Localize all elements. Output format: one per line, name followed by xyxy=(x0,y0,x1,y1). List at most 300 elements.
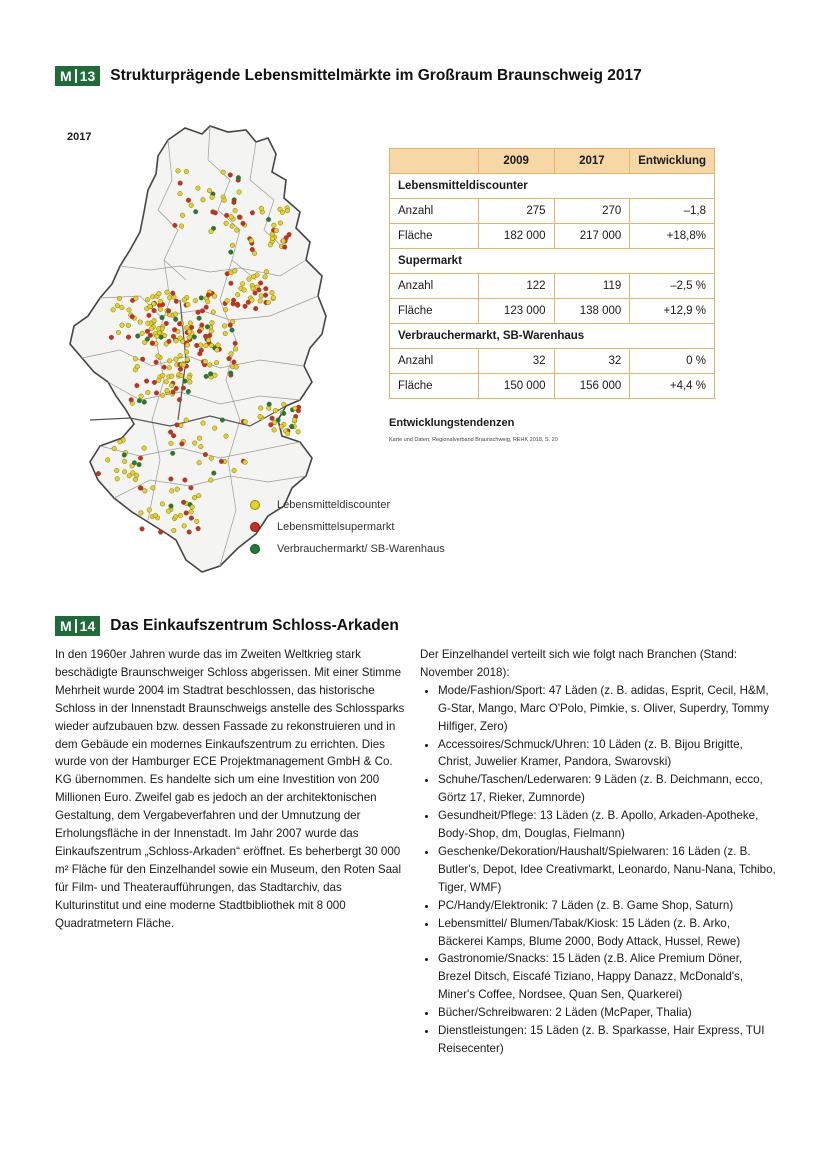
cell-2017: 119 xyxy=(554,274,630,299)
store-marker xyxy=(178,353,183,358)
store-marker xyxy=(263,293,268,298)
table-row xyxy=(390,274,715,299)
header-entwicklung: Entwicklung xyxy=(630,149,715,174)
store-marker xyxy=(258,406,263,411)
store-marker xyxy=(135,334,140,339)
group-label: Lebensmitteldiscounter xyxy=(390,174,715,199)
store-marker xyxy=(167,339,172,344)
store-marker xyxy=(135,364,140,369)
table-row xyxy=(390,349,715,374)
store-marker xyxy=(168,430,173,435)
store-marker xyxy=(258,299,263,304)
cell-2017: 32 xyxy=(554,349,630,374)
store-marker xyxy=(187,330,192,335)
store-marker xyxy=(129,398,134,403)
store-marker xyxy=(135,383,140,388)
store-marker xyxy=(185,357,190,362)
store-marker xyxy=(281,239,286,244)
cell-2009: 32 xyxy=(478,349,554,374)
store-marker xyxy=(139,486,144,491)
header-2017: 2017 xyxy=(554,149,630,174)
store-marker xyxy=(192,441,197,446)
store-marker xyxy=(175,487,180,492)
store-marker xyxy=(170,374,175,379)
store-marker xyxy=(219,459,224,464)
source-note: Karte und Daten: Regionalverband Braunschweig, REHK 2018, S. 20 xyxy=(389,437,558,443)
store-marker xyxy=(263,275,268,280)
store-marker xyxy=(120,305,125,310)
store-marker xyxy=(268,243,273,248)
store-marker xyxy=(235,292,240,297)
cell-development: –2,5 % xyxy=(630,274,715,299)
store-marker xyxy=(157,291,162,296)
legend-item xyxy=(250,538,445,560)
store-marker xyxy=(137,398,142,403)
store-marker xyxy=(200,323,205,328)
store-marker xyxy=(189,486,194,491)
store-marker xyxy=(241,221,246,226)
store-marker xyxy=(189,325,194,330)
store-marker xyxy=(242,288,247,293)
row-label: Fläche xyxy=(390,224,479,249)
store-marker xyxy=(155,334,160,339)
store-marker xyxy=(212,426,217,431)
store-marker xyxy=(167,313,172,318)
store-marker xyxy=(199,444,204,449)
store-marker xyxy=(122,459,127,464)
cell-development: –1,8 xyxy=(630,199,715,224)
store-marker xyxy=(197,329,202,334)
store-marker xyxy=(166,309,171,314)
store-marker xyxy=(207,188,212,193)
list-item: • Gesundheit/Pflege: 13 Läden (z. B. Apollo, Arkaden-Apotheke, Body-Shop, dm, Douglas, Fielmann) xyxy=(438,807,778,843)
store-marker xyxy=(278,221,283,226)
store-marker xyxy=(213,211,218,216)
table-row xyxy=(390,224,715,249)
store-marker xyxy=(230,243,235,248)
store-marker xyxy=(215,348,220,353)
store-marker xyxy=(224,221,229,226)
store-marker xyxy=(233,208,238,213)
store-marker xyxy=(174,339,179,344)
store-marker xyxy=(234,365,239,370)
store-marker xyxy=(230,224,235,229)
store-marker xyxy=(134,296,139,301)
store-marker xyxy=(182,298,187,303)
store-marker xyxy=(212,294,217,299)
store-marker xyxy=(169,477,174,482)
store-marker xyxy=(296,408,301,413)
store-marker xyxy=(178,513,183,518)
store-marker xyxy=(148,304,153,309)
store-marker xyxy=(133,477,138,482)
cell-development: +4,4 % xyxy=(630,374,715,399)
m14-body-text: In den 1960er Jahren wurde das im Zweiten Weltkrieg stark beschädigte Braunschweiger Schloss abgerissen. Mit einer Stimme Mehrheit wurde 2004 im Stadtrat beschlossen, das historische Schloss in der Innenstadt Braunschweigs anstelle des Schlossparks wieder aufzubauen bzw. dessen Fassade zu rekonstruieren und in dem Gebäude ein modernes Einkaufszentrum zu errichten. Dies wurde von der Hamburger ECE Projektmanagement GmbH & Co. KG übernommen. Es handelte sich um eine Investition von 200 Millionen Euro. Zweifel gab es jedoch an der architektonischen Gestaltung, dem Vergabeverfahren und der Umnutzung der Erholungsfläche in der Innenstadt. Im Jahr 2007 wurde das Einkaufszentrum „Schloss-Arkaden“ eröffnet. Es beherbergt 30 000 m² Fläche für den Einzelhandel sowie ein Museum, den Roten Saal für Film- und Theateraufführungen, das Stadtarchiv, das Kulturinstitut und eine moderne Stadtbibliothek mit 8 000 Quadratmetern Fläche. xyxy=(55,648,405,930)
store-marker xyxy=(243,420,248,425)
list-item: • Accessoires/Schmuck/Uhren: 10 Läden (z. B. Bijou Brigitte, Christ, Juwelier Kramer, Pandora, Swarovski) xyxy=(438,736,778,772)
store-marker xyxy=(206,293,211,298)
legend-item xyxy=(250,516,445,538)
store-marker xyxy=(173,317,178,322)
row-label: Anzahl xyxy=(390,199,479,224)
list-item: • Lebensmittel/ Blumen/Tabak/Kiosk: 15 Läden (z. B. Arko, Bäckerei Kamps, Blume 2000, Body Attack, Hussel, Rewe) xyxy=(438,915,778,951)
store-marker xyxy=(156,327,161,332)
store-marker xyxy=(229,281,234,286)
store-marker xyxy=(212,471,217,476)
store-marker xyxy=(237,190,242,195)
list-item: • Geschenke/Dekoration/Haushalt/Spielwaren: 16 Läden (z. B. Butler's, Depot, Idee Creativmarkt, Leonardo, Nanu-Nana, Tchibo, Tiger, WMF) xyxy=(438,843,778,897)
store-marker xyxy=(204,343,209,348)
store-marker xyxy=(198,351,203,356)
store-marker xyxy=(235,303,240,308)
store-marker xyxy=(126,335,131,340)
store-marker xyxy=(233,347,238,352)
store-marker xyxy=(253,291,258,296)
store-marker xyxy=(232,200,237,205)
m13-badge-number: 13 xyxy=(79,68,96,84)
store-marker xyxy=(187,530,192,535)
store-marker xyxy=(269,423,274,428)
store-marker xyxy=(223,307,228,312)
store-marker xyxy=(109,335,114,340)
store-marker xyxy=(229,352,234,357)
row-label: Fläche xyxy=(390,374,479,399)
cell-2009: 275 xyxy=(478,199,554,224)
store-marker xyxy=(183,478,188,483)
legend-label: Lebensmitteldiscounter xyxy=(277,499,391,511)
legend-dot-icon xyxy=(250,500,260,510)
store-marker xyxy=(194,519,199,524)
store-marker xyxy=(197,316,202,321)
store-marker xyxy=(279,424,284,429)
table-group-row xyxy=(390,174,715,199)
m13-badge xyxy=(55,66,100,86)
store-marker xyxy=(197,460,202,465)
store-marker xyxy=(282,402,287,407)
header-blank xyxy=(390,149,479,174)
store-marker xyxy=(130,314,135,319)
store-marker xyxy=(251,286,256,291)
table-row xyxy=(390,374,715,399)
store-marker xyxy=(203,334,208,339)
store-marker xyxy=(169,504,174,509)
store-marker xyxy=(166,509,171,514)
legend-dot-icon xyxy=(250,544,260,554)
store-marker xyxy=(112,446,117,451)
store-marker xyxy=(159,335,164,340)
m13-header xyxy=(55,66,642,86)
store-marker xyxy=(194,343,199,348)
store-marker xyxy=(138,320,143,325)
store-marker xyxy=(296,429,301,434)
store-marker xyxy=(257,288,262,293)
store-marker xyxy=(174,386,179,391)
store-marker xyxy=(250,298,255,303)
store-marker xyxy=(153,513,158,518)
m14-badge xyxy=(55,616,100,636)
store-marker xyxy=(169,441,174,446)
store-marker xyxy=(137,462,142,467)
store-marker xyxy=(184,169,189,174)
store-marker xyxy=(133,357,138,362)
table-header-row xyxy=(390,149,715,174)
store-marker xyxy=(167,359,172,364)
cell-2017: 156 000 xyxy=(554,374,630,399)
store-marker xyxy=(143,489,148,494)
store-marker xyxy=(259,294,264,299)
store-marker xyxy=(149,326,154,331)
store-marker xyxy=(174,357,179,362)
store-marker xyxy=(185,343,190,348)
store-marker xyxy=(223,331,228,336)
store-marker xyxy=(196,526,201,531)
store-marker xyxy=(240,282,245,287)
map-legend xyxy=(250,494,445,560)
store-marker xyxy=(270,236,275,241)
m14-branch-list-block xyxy=(420,646,778,1058)
store-marker xyxy=(179,224,184,229)
store-marker xyxy=(186,389,191,394)
store-marker xyxy=(192,495,197,500)
store-marker xyxy=(266,217,271,222)
store-marker xyxy=(160,502,165,507)
store-marker xyxy=(187,375,192,380)
store-marker xyxy=(210,320,215,325)
store-marker xyxy=(273,408,278,413)
store-marker xyxy=(173,312,178,317)
store-marker xyxy=(115,303,120,308)
store-marker xyxy=(182,524,187,529)
store-marker xyxy=(131,471,136,476)
store-marker xyxy=(178,367,183,372)
cell-2009: 150 000 xyxy=(478,374,554,399)
table-row xyxy=(390,199,715,224)
store-marker xyxy=(266,300,271,305)
store-marker xyxy=(197,493,202,498)
store-marker xyxy=(160,393,165,398)
store-marker xyxy=(173,223,178,228)
store-marker xyxy=(232,360,237,365)
store-marker xyxy=(169,383,174,388)
list-item: • PC/Handy/Elektronik: 7 Läden (z. B. Game Shop, Saturn) xyxy=(438,897,778,915)
m14-badge-prefix: M xyxy=(60,618,72,634)
store-marker xyxy=(207,363,212,368)
store-marker xyxy=(251,274,256,279)
row-label: Anzahl xyxy=(390,274,479,299)
legend-item xyxy=(250,494,445,516)
store-marker xyxy=(220,418,225,423)
store-marker xyxy=(162,365,167,370)
store-marker xyxy=(172,327,177,332)
branch-list xyxy=(420,682,778,1058)
m13-title: Strukturprägende Lebensmittelmärkte im Großraum Braunschweig 2017 xyxy=(110,67,642,84)
store-marker xyxy=(165,388,170,393)
store-marker xyxy=(117,296,122,301)
store-marker xyxy=(211,310,216,315)
store-marker xyxy=(170,451,175,456)
store-marker xyxy=(216,343,221,348)
store-marker xyxy=(209,229,214,234)
row-label: Anzahl xyxy=(390,349,479,374)
store-marker xyxy=(164,321,169,326)
store-marker xyxy=(259,206,264,211)
development-table xyxy=(389,148,715,399)
store-marker xyxy=(181,386,186,391)
badge-divider xyxy=(75,619,77,633)
store-marker xyxy=(165,290,170,295)
store-marker xyxy=(213,373,218,378)
store-marker xyxy=(147,313,152,318)
store-marker xyxy=(176,169,181,174)
store-marker xyxy=(171,334,176,339)
store-marker xyxy=(196,310,201,315)
store-marker xyxy=(144,379,149,384)
store-marker xyxy=(180,213,185,218)
store-marker xyxy=(193,298,198,303)
store-marker xyxy=(175,423,180,428)
store-marker xyxy=(120,323,125,328)
store-marker xyxy=(115,477,120,482)
store-marker xyxy=(229,250,234,255)
list-item: • Gastronomie/Snacks: 15 Läden (z.B. Alice Premium Döner, Brezel Ditsch, Eiscafé Tiziano, Happy Danazz, McDonald's, Miner's Coffee, Nordsee, Quan Sen, Quarkerei) xyxy=(438,950,778,1004)
store-marker xyxy=(228,323,233,328)
store-marker xyxy=(146,321,151,326)
store-marker xyxy=(203,359,208,364)
store-marker xyxy=(249,238,254,243)
store-marker xyxy=(161,373,166,378)
store-marker xyxy=(132,461,137,466)
store-marker xyxy=(111,308,116,313)
cell-development: 0 % xyxy=(630,349,715,374)
store-marker xyxy=(228,173,233,178)
store-marker xyxy=(199,296,204,301)
store-marker xyxy=(197,436,202,441)
store-marker xyxy=(167,365,172,370)
store-marker xyxy=(154,391,159,396)
store-marker xyxy=(152,380,157,385)
store-marker xyxy=(127,308,132,313)
store-marker xyxy=(187,335,192,340)
cell-development: +18,8% xyxy=(630,224,715,249)
store-marker xyxy=(188,321,193,326)
group-label: Supermarkt xyxy=(390,249,715,274)
store-marker xyxy=(243,460,248,465)
store-marker xyxy=(181,363,186,368)
store-marker xyxy=(140,527,145,532)
list-item: • Schuhe/Taschen/Lederwaren: 9 Läden (z. B. Deichmann, ecco, Görtz 17, Rieker, Zumnorde) xyxy=(438,771,778,807)
store-marker xyxy=(145,337,150,342)
m14-header xyxy=(55,616,399,636)
store-marker xyxy=(189,510,194,515)
store-marker xyxy=(183,379,188,384)
cell-2017: 217 000 xyxy=(554,224,630,249)
store-marker xyxy=(230,328,235,333)
store-marker xyxy=(209,456,214,461)
store-marker xyxy=(122,470,127,475)
store-marker xyxy=(156,354,161,359)
store-marker xyxy=(164,380,169,385)
store-marker xyxy=(225,298,230,303)
store-marker xyxy=(150,295,155,300)
store-marker xyxy=(229,215,234,220)
store-marker xyxy=(184,418,189,423)
legend-label: Lebensmittelsupermarkt xyxy=(277,521,395,533)
store-marker xyxy=(140,357,145,362)
store-marker xyxy=(282,411,287,416)
store-marker xyxy=(272,428,277,433)
store-marker xyxy=(179,373,184,378)
store-marker xyxy=(138,456,143,461)
table-row xyxy=(390,299,715,324)
badge-divider xyxy=(75,69,77,83)
store-marker xyxy=(96,471,101,476)
table-group-row xyxy=(390,324,715,349)
store-marker xyxy=(174,299,179,304)
store-marker xyxy=(264,269,269,274)
store-marker xyxy=(186,198,191,203)
m14-title: Das Einkaufszentrum Schloss-Arkaden xyxy=(110,617,399,634)
store-marker xyxy=(235,228,240,233)
store-marker xyxy=(158,307,163,312)
store-marker xyxy=(285,431,290,436)
store-marker xyxy=(250,211,255,216)
store-marker xyxy=(172,528,177,533)
table-caption: Entwicklungstendenzen xyxy=(389,417,515,429)
store-marker xyxy=(142,446,147,451)
store-marker xyxy=(222,324,227,329)
store-marker xyxy=(171,390,176,395)
cell-development: +12,9 % xyxy=(630,299,715,324)
cell-2017: 270 xyxy=(554,199,630,224)
store-marker xyxy=(201,197,206,202)
list-item: • Mode/Fashion/Sport: 47 Läden (z. B. adidas, Esprit, Cecil, H&M, G-Star, Mango, Marc O'Polo, Pimkie, s. Oliver, Superdry, Tommy Hilfiger, Zero) xyxy=(438,682,778,736)
store-marker xyxy=(170,489,175,494)
m14-badge-number: 14 xyxy=(79,618,96,634)
store-marker xyxy=(276,418,281,423)
store-marker xyxy=(287,232,292,237)
store-marker xyxy=(114,468,119,473)
store-marker xyxy=(158,530,163,535)
store-marker xyxy=(292,418,297,423)
store-marker xyxy=(145,297,150,302)
cell-2009: 123 000 xyxy=(478,299,554,324)
store-marker xyxy=(178,336,183,341)
store-marker xyxy=(231,302,236,307)
store-marker xyxy=(267,402,272,407)
store-marker xyxy=(160,315,165,320)
store-marker xyxy=(214,360,219,365)
store-marker xyxy=(271,295,276,300)
store-marker xyxy=(206,299,211,304)
store-marker xyxy=(250,247,255,252)
cell-2009: 182 000 xyxy=(478,224,554,249)
store-marker xyxy=(190,505,195,510)
store-marker xyxy=(173,515,178,520)
list-item: • Bücher/Schreibwaren: 2 Läden (McPaper, Thalia) xyxy=(438,1004,778,1022)
list-item: • Dienstleistungen: 15 Läden (z. B. Sparkasse, Hair Express, TUI Reisecenter) xyxy=(438,1022,778,1058)
store-marker xyxy=(122,453,127,458)
legend-label: Verbrauchermarkt/ SB-Warenhaus xyxy=(277,543,445,555)
store-marker xyxy=(180,442,185,447)
store-marker xyxy=(147,508,152,513)
store-marker xyxy=(272,223,277,228)
header-2009: 2009 xyxy=(478,149,554,174)
legend-dot-icon xyxy=(250,522,260,532)
store-marker xyxy=(258,414,263,419)
store-marker xyxy=(201,421,206,426)
store-marker xyxy=(139,394,144,399)
store-marker xyxy=(184,350,189,355)
